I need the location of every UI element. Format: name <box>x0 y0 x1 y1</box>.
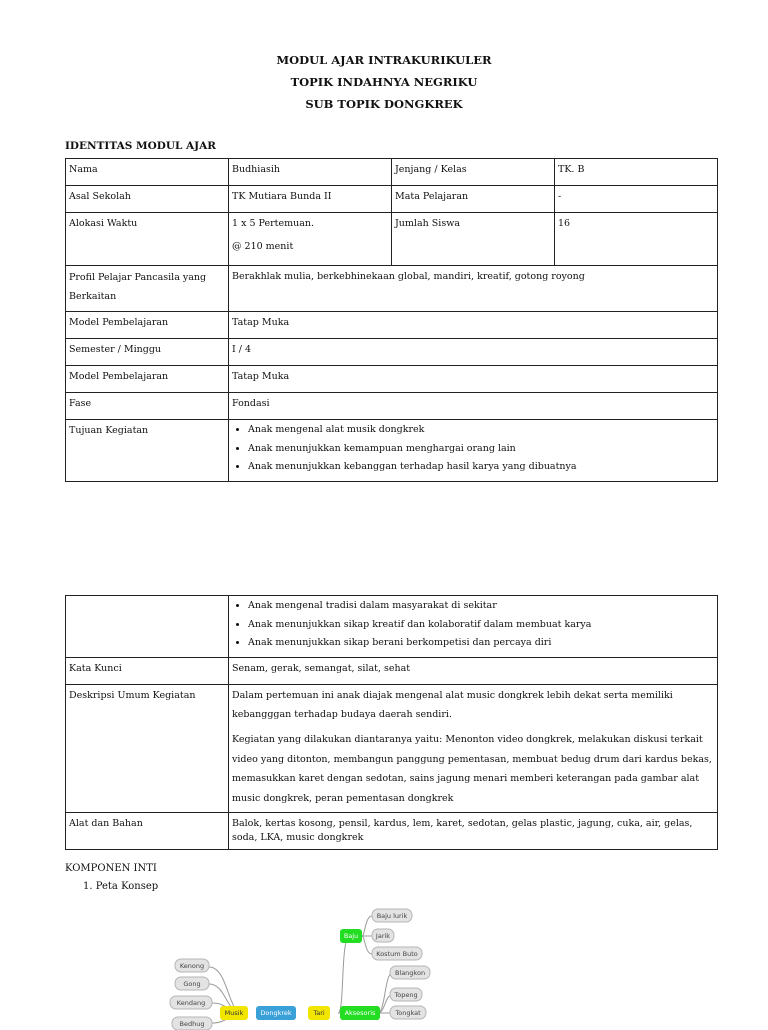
list-item: • Anak menunjukkan kebanggan terhadap hasil karya yang dibuatnya <box>248 458 714 477</box>
tujuan-label: Tujuan Kegiatan <box>66 420 229 482</box>
alokasi-label: Alokasi Waktu <box>66 213 229 266</box>
mindmap-leaf-label: Jarik <box>375 932 391 940</box>
tujuan-list <box>232 421 714 477</box>
table-row <box>66 266 718 312</box>
mindmap-leaf-label: Baju lurik <box>376 912 408 920</box>
identitas-heading: IDENTITAS MODUL AJAR <box>65 140 217 152</box>
mindmap-node-aksesoris-label: Aksesoris <box>344 1009 376 1017</box>
semester-label: Semester / Minggu <box>66 339 229 366</box>
table-row <box>66 657 718 684</box>
alokasi-value-1: 1 x 5 Pertemuan. <box>232 218 315 229</box>
table-row <box>66 420 718 482</box>
mapel-value: - <box>555 186 718 213</box>
mindmap-node-musik-label: Musik <box>224 1009 244 1017</box>
kata-kunci-label: Kata Kunci <box>66 657 229 684</box>
mindmap-leaf-label: Topeng <box>394 991 418 999</box>
table-row <box>66 813 718 850</box>
concept-map <box>160 900 460 1030</box>
mindmap-leaf-label: Gong <box>183 980 201 988</box>
mindmap-node-baju-label: Baju <box>343 932 359 940</box>
model2-value: Tatap Muka <box>229 366 718 393</box>
asal-label: Asal Sekolah <box>66 186 229 213</box>
deskripsi-paragraph-2: Kegiatan yang dilakukan diantaranya yaitu: Menonton video dongkrek, melakukan diskusi terkait video yang ditonton, membangun panggung pementasan, membuat bedug drum dari kardus bekas, memasukkan karet dengan sedotan, sains jagung menari memberi keterangan pada gambar alat music dongkrek, peran pementasan dongkrek <box>232 734 712 804</box>
mindmap-leaf-label: Kostum Buto <box>376 950 418 958</box>
mapel-label: Mata Pelajaran <box>392 186 555 213</box>
table-row <box>66 339 718 366</box>
profil-label: Profil Pelajar Pancasila yang Berkaitan <box>69 272 207 303</box>
alokasi-cell <box>229 213 392 266</box>
list-item: • Anak mengenal alat musik dongkrek <box>248 421 714 440</box>
mindmap-leaf-label: Blangkon <box>394 969 426 977</box>
mindmap-node-tari-label: Tari <box>313 1009 325 1017</box>
jenjang-value: TK. B <box>555 159 718 186</box>
komponen-heading: KOMPONEN INTI <box>65 863 157 874</box>
mindmap-node-center-label: Dongkrek <box>260 1009 292 1017</box>
table-row <box>66 213 718 266</box>
table-row <box>66 159 718 186</box>
asal-value: TK Mutiara Bunda II <box>229 186 392 213</box>
deskripsi-paragraph-1: Dalam pertemuan ini anak diajak mengenal alat music dongkrek lebih dekat serta memiliki kebangggan terhadap budaya daerah sendiri. <box>232 689 673 721</box>
doc-title-line2: TOPIK INDAHNYA NEGRIKU <box>290 75 478 89</box>
table-row <box>66 366 718 393</box>
deskripsi-label: Deskripsi Umum Kegiatan <box>66 684 229 813</box>
doc-title-line1: MODUL AJAR INTRAKURIKULER <box>276 53 492 67</box>
kegiatan-table <box>65 595 718 850</box>
doc-title-line3: SUB TOPIK DONGKREK <box>305 97 463 111</box>
alat-label: Alat dan Bahan <box>66 813 229 850</box>
table-row <box>66 186 718 213</box>
table-row <box>66 393 718 420</box>
profil-value: Berakhlak mulia, berkebhinekaan global, mandiri, kreatif, gotong royong <box>229 266 718 312</box>
model2-label: Model Pembelajaran <box>66 366 229 393</box>
tujuan-list-continued <box>232 597 714 653</box>
fase-value: Fondasi <box>229 393 718 420</box>
semester-value: I / 4 <box>229 339 718 366</box>
mindmap-leaf-label: Kendang <box>176 999 206 1007</box>
list-item: • Anak menunjukkan kemampuan menghargai orang lain <box>248 440 714 459</box>
model1-value: Tatap Muka <box>229 312 718 339</box>
nama-label: Nama <box>66 159 229 186</box>
list-item: • Anak mengenal tradisi dalam masyarakat di sekitar <box>248 597 714 616</box>
model1-label: Model Pembelajaran <box>66 312 229 339</box>
table-row <box>66 684 718 813</box>
mindmap-leaf-label: Kenong <box>179 962 205 970</box>
nama-value: Budhiasih <box>229 159 392 186</box>
peta-konsep-item: 1. Peta Konsep <box>83 881 159 892</box>
mindmap-leaf-label: Bedhug <box>179 1020 205 1028</box>
siswa-label: Jumlah Siswa <box>392 213 555 266</box>
siswa-value: 16 <box>555 213 718 266</box>
list-item: • Anak menunjukkan sikap kreatif dan kolaboratif dalam membuat karya <box>248 616 714 635</box>
fase-label: Fase <box>66 393 229 420</box>
jenjang-label: Jenjang / Kelas <box>392 159 555 186</box>
table-row <box>66 596 718 658</box>
mindmap-leaf-label: Tongkat <box>395 1009 421 1017</box>
kata-kunci-value: Senam, gerak, semangat, silat, sehat <box>229 657 718 684</box>
table-row <box>66 312 718 339</box>
alokasi-value-2: @ 210 menit <box>232 241 294 253</box>
list-item: • Anak menunjukkan sikap berani berkompetisi dan percaya diri <box>248 634 714 653</box>
alat-value: Balok, kertas kosong, pensil, kardus, lem, karet, sedotan, gelas plastic, jagung, cuka, air, gelas, soda, LKA, music dongkrek <box>229 813 718 850</box>
identitas-table <box>65 158 718 482</box>
